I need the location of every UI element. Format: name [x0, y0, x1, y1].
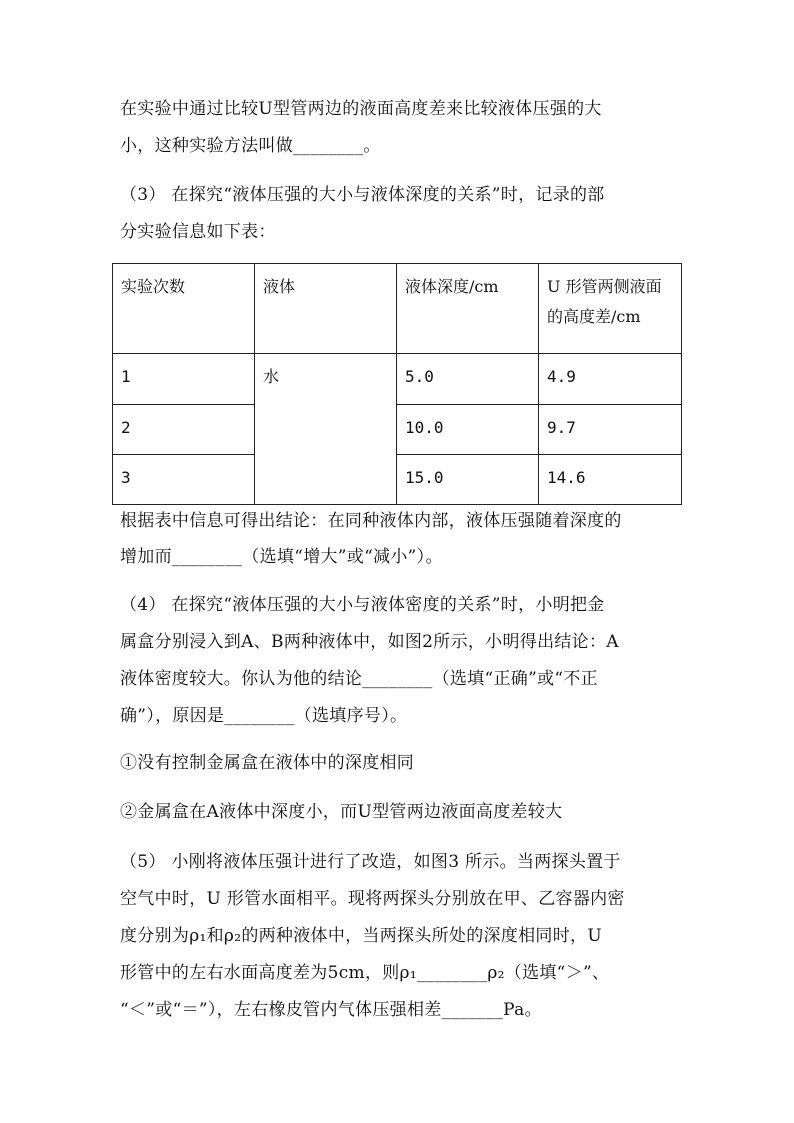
header-height-diff — [539, 264, 682, 354]
part3-line-2: 分实验信息如下表： — [120, 222, 276, 242]
part4-line-3: 液体密度较大。你认为他的结论________（选填“正确”或“不正 — [120, 669, 598, 689]
header-trial: 实验次数 — [113, 264, 255, 354]
header-height-diff-line-2: 的高度差/cm — [547, 307, 641, 326]
diff-cell: 9.7 — [539, 405, 682, 455]
table-row — [113, 405, 682, 455]
part5-line-2: 空气中时，U 形管水面相平。现将两探头分别放在甲、乙容器内密 — [120, 889, 625, 909]
trial-cell: 3 — [113, 455, 255, 505]
part3-line-1: （3） 在探究“液体压强的大小与液体深度的关系”时，记录的部 — [120, 185, 605, 205]
diff-cell: 4.9 — [539, 354, 682, 405]
part5-line-1: （5） 小刚将液体压强计进行了改造，如图3 所示。当两探头置于 — [120, 852, 621, 872]
part4-line-1: （4） 在探究“液体压强的大小与液体密度的关系”时，小明把金 — [120, 595, 605, 615]
experiment-table — [112, 263, 682, 505]
part5-line-5: “＜”或“＝”），左右橡皮管内气体压强相差_______Pa。 — [120, 1000, 542, 1020]
diff-cell: 14.6 — [539, 455, 682, 505]
intro-line-2: 小，这种实验方法叫做________。 — [120, 136, 381, 156]
part5-line-4: 形管中的左右水面高度差为5cm，则ρ₁________ρ₂（选填“＞”、 — [120, 963, 610, 983]
depth-cell: 5.0 — [397, 354, 539, 405]
option-2: ②金属盒在A液体中深度小，而U型管两边液面高度差较大 — [120, 802, 563, 822]
part4-line-4: 确”），原因是________（选填序号）。 — [120, 706, 408, 726]
option-1: ①没有控制金属盒在液体中的深度相同 — [120, 753, 415, 773]
liquid-cell: 水 — [255, 354, 397, 505]
table-row — [113, 455, 682, 505]
table-header-row — [113, 264, 682, 354]
table-row — [113, 354, 682, 405]
depth-cell: 15.0 — [397, 455, 539, 505]
header-height-diff-line-1: U 形管两侧液面 — [547, 277, 662, 296]
conclusion-line-1: 根据表中信息可得出结论：在同种液体内部，液体压强随着深度的 — [120, 511, 622, 531]
trial-cell: 2 — [113, 405, 255, 455]
part4-line-2: 属盒分别浸入到A、B两种液体中，如图2所示，小明得出结论：A — [120, 632, 619, 652]
header-depth: 液体深度/cm — [397, 264, 539, 354]
depth-cell: 10.0 — [397, 405, 539, 455]
trial-cell: 1 — [113, 354, 255, 405]
intro-line-1: 在实验中通过比较U型管两边的液面高度差来比较液体压强的大 — [120, 99, 602, 119]
conclusion-line-2: 增加而________（选填“增大”或“减小”）。 — [120, 547, 443, 567]
part5-line-3: 度分别为ρ₁和ρ₂的两种液体中，当两探头所处的深度相同时，U — [120, 926, 602, 946]
header-liquid: 液体 — [255, 264, 397, 354]
